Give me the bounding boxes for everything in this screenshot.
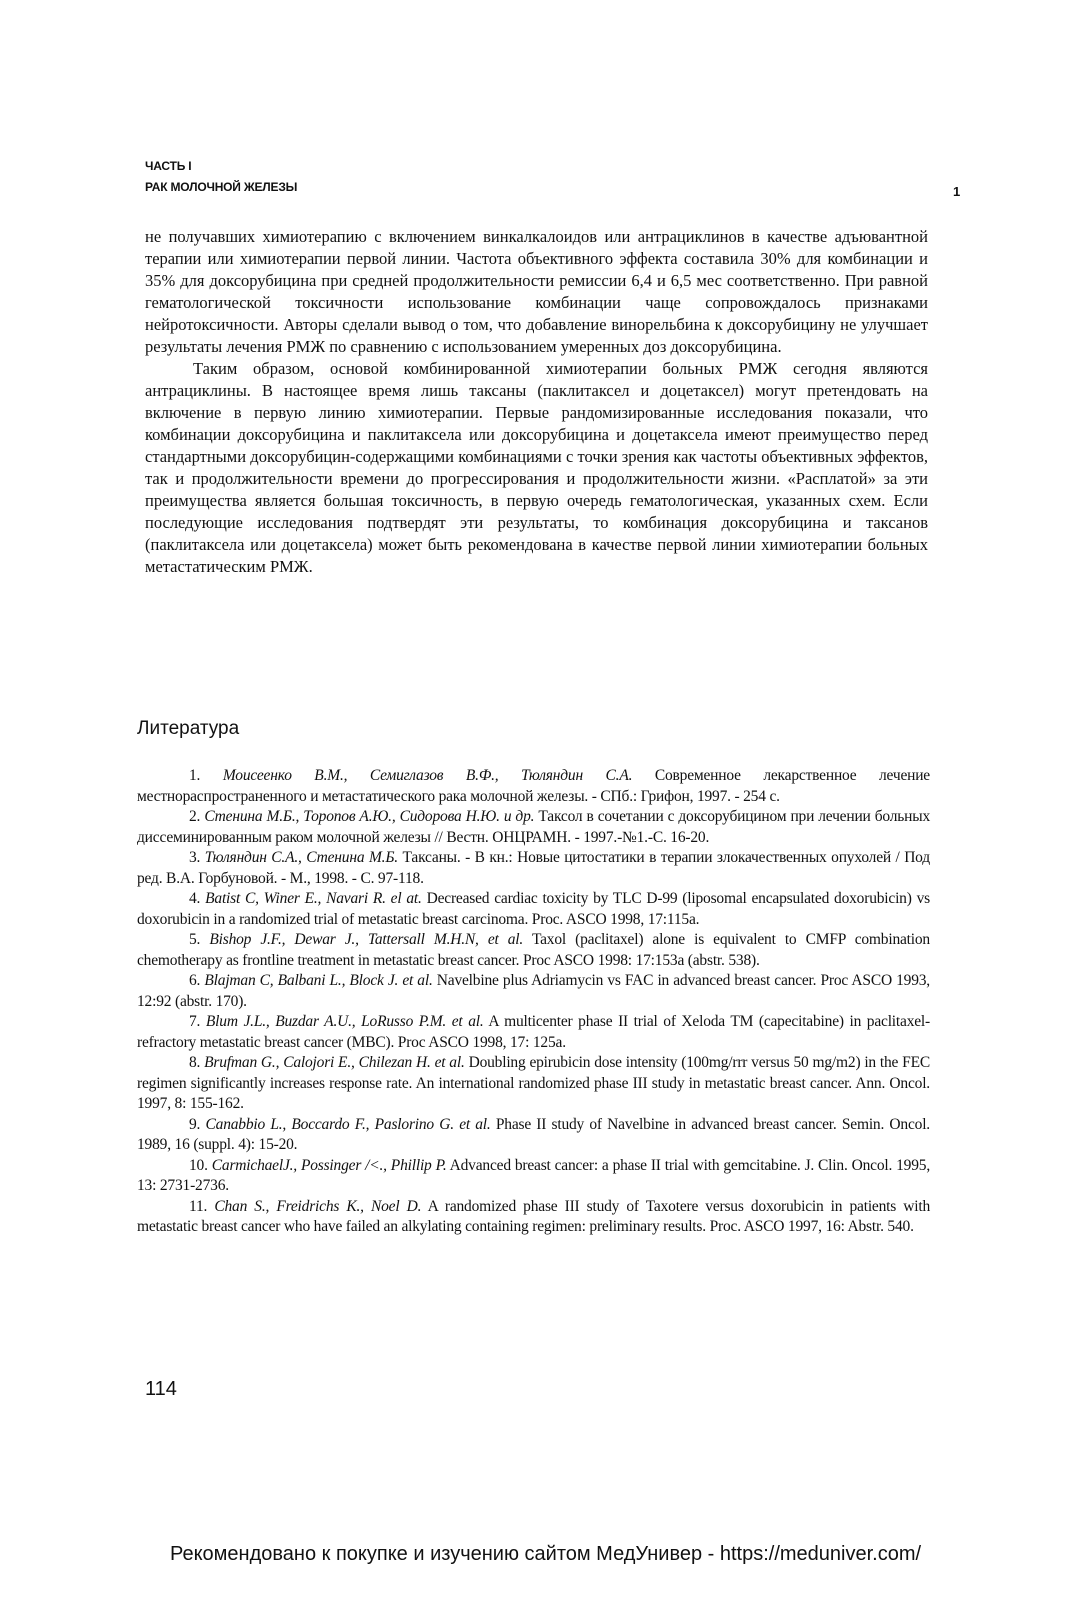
reference-authors: Тюляндин С.А., Стенина М.Б. <box>204 849 398 866</box>
section-title: РАК МОЛОЧНОЙ ЖЕЛЕЗЫ <box>145 180 298 194</box>
literature-heading: Литература <box>137 718 240 739</box>
part-label: ЧАСТЬ I <box>145 159 192 173</box>
reference-item <box>137 807 930 848</box>
reference-item <box>137 1156 930 1197</box>
reference-item <box>137 1197 930 1238</box>
reference-item <box>137 766 930 807</box>
reference-number: 5. <box>189 931 201 948</box>
running-header <box>145 156 297 198</box>
reference-authors: Bishop J.F., Dewar J., Tattersall M.H.N, et al. <box>209 931 524 948</box>
reference-number: 4. <box>189 890 201 907</box>
reference-item <box>137 1053 930 1115</box>
reference-number: 2. <box>189 808 201 825</box>
reference-authors: Chan S., Freidrichs K., Noel D. <box>214 1197 422 1215</box>
reference-authors: Blajman C, Balbani L., Block J. et al. <box>204 972 433 989</box>
chapter-number: 1 <box>953 184 961 199</box>
reference-text: Taxol (paclitaxel) alone is equivalent to CMFP combination chemotherapy as frontline treatment in metastatic breast cancer. Proc ASCO 1998: 17:153a (abstr. 538). <box>137 931 930 969</box>
reference-text: Таксол в сочетании с доксорубицином при лечении больных диссеминированным раком молочной железы // Вестн. ОНЦРАМН. - 1997.-№1.-С. 16-20. <box>137 808 930 846</box>
reference-list <box>137 766 930 1238</box>
reference-authors: Canabbio L., Boccardo F., Paslorino G. et al. <box>205 1115 491 1133</box>
body-text <box>145 226 928 578</box>
reference-authors: Blum J.L., Buzdar A.U., LoRusso P.M. et al. <box>205 1013 484 1030</box>
reference-number: 6. <box>189 972 201 989</box>
reference-text: A randomized phase III study of Taxotere versus doxorubicin in patients with metastatic breast cancer who have failed an alkylating containing regimen: preliminary results. Proc. ASCO 1997, 16: Abstr. 540. <box>137 1197 931 1235</box>
reference-text: Advanced breast cancer: a phase II trial with gemcitabine. J. Clin. Oncol. 1995, 13: 2731-2736. <box>137 1156 930 1194</box>
page-number: 114 <box>145 1378 177 1400</box>
reference-item <box>137 889 930 930</box>
reference-text: Современное лекарственное лечение местнораспространенного и метастатического рака молочной железы. - СПб.: Грифон, 1997. - 254 с. <box>137 767 930 805</box>
reference-number: 10. <box>189 1156 208 1174</box>
reference-number: 11. <box>189 1197 208 1215</box>
reference-item <box>137 1012 930 1053</box>
reference-number: 1. <box>189 767 201 784</box>
reference-item <box>137 930 930 971</box>
reference-text: A multicenter phase II trial of Xeloda TM (capecitabine) in paclitaxel-refractory metastatic breast cancer (MBC). Proc ASCO 1998, 17: 125a. <box>137 1013 930 1051</box>
reference-item <box>137 971 930 1012</box>
footer-watermark: Рекомендовано к покупке и изучению сайтом МедУнивер - https://meduniver.com/ <box>170 1543 922 1565</box>
reference-text: Phase II study of Navelbine in advanced breast cancer. Semin. Oncol. 1989, 16 (suppl. 4): 15-20. <box>137 1115 930 1153</box>
reference-number: 7. <box>189 1013 201 1030</box>
reference-text: Navelbine plus Adriamycin vs FAC in advanced breast cancer. Proc ASCO 1993, 12:92 (abstr. 170). <box>137 972 930 1010</box>
reference-authors: CarmichaelJ., Possinger /<., Phillip P. <box>211 1156 447 1174</box>
reference-text: Decreased cardiac toxicity by TLC D-99 (liposomal encapsulated doxorubicin) vs doxorubicin in a randomized trial of metastatic breast carcinoma. Proc. ASCO 1998, 17:115a. <box>137 890 930 928</box>
reference-authors: Стенина М.Б., Торопов А.Ю., Сидорова Н.Ю. и др. <box>204 808 535 825</box>
reference-number: 9. <box>189 1115 201 1133</box>
body-paragraph-2: Таким образом, основой комбинированной химиотерапии больных РМЖ сегодня являются антрациклины. В настоящее время лишь таксаны (паклитаксел и доцетаксел) могут претендовать на включение в первую линию химиотерапии. Первые рандомизированные исследования показали, что комбинации доксорубицина и паклитаксела или доксорубицина и доцетаксела имеют преимущество перед стандартными доксорубицин-содержащими комбинациями с точки зрения как частоты объективных эффектов, так и продолжительности времени до прогрессирования и продолжительности жизни. «Расплатой» за эти преимущества является большая токсичность, в первую очередь гематологическая, указанных схем. Если последующие исследования подтвердят эти результаты, то комбинация доксорубицина и таксанов (паклитаксела или доцетаксела) может быть рекомендована в качестве первой линии химиотерапии больных метастатическим РМЖ. <box>145 359 928 576</box>
reference-authors: Brufman G., Calojori E., Chilezan H. et al. <box>204 1054 465 1071</box>
reference-item <box>137 848 930 889</box>
body-paragraph-1: не получавших химиотерапию с включением винкалкалоидов или антрациклинов в качестве адъювантной терапии или химиотерапии первой линии. Частота объективного эффекта составила 30% для комбинации и 35% для доксорубицина при средней продолжительности ремиссии 6,4 и 6,5 мес соответственно. При равной гематологической токсичности использование комбинации чаще сопровождалось признаками нейротоксичности. Авторы сделали вывод о том, что добавление винорельбина к доксорубицину не улучшает результаты лечения РМЖ по сравнению с использованием умеренных доз доксорубицина. <box>145 227 928 356</box>
reference-authors: Batist C, Winer E., Navari R. el at. <box>205 890 422 907</box>
reference-item <box>137 1115 930 1156</box>
reference-number: 8. <box>189 1054 201 1071</box>
reference-authors: Моисеенко В.М., Семиглазов В.Ф., Тюляндин С.А. <box>222 767 633 784</box>
reference-number: 3. <box>189 849 201 866</box>
reference-text: Таксаны. - В кн.: Новые цитостатики в терапии злокачественных опухолей / Под ред. В.А. Горбуновой. - М., 1998. - С. 97-118. <box>137 849 930 887</box>
reference-text: Doubling epirubicin dose intensity (100mg/rrr versus 50 mg/m2) in the FEC regimen significantly increases response rate. An international randomized phase III study in metastatic breast cancer. Ann. Oncol. 1997, 8: 155-162. <box>137 1054 930 1112</box>
